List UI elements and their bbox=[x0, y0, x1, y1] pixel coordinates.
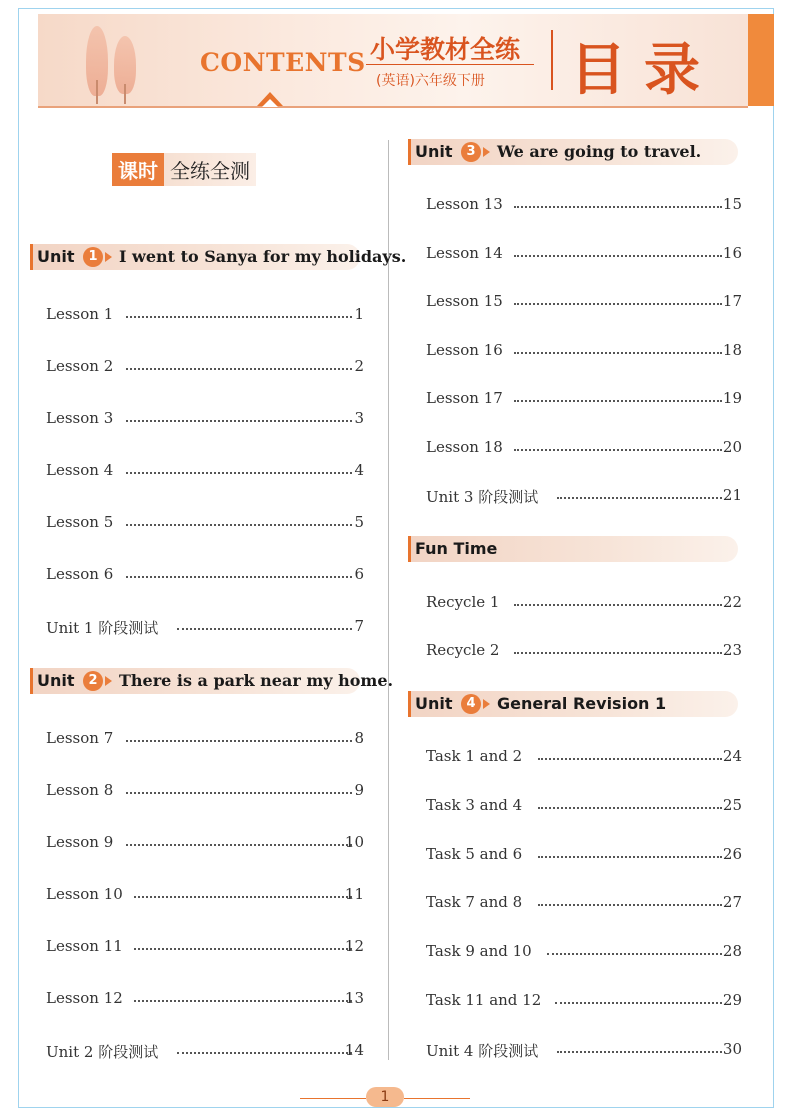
unit1-header bbox=[30, 244, 407, 270]
toc-row[interactable] bbox=[426, 292, 748, 314]
toc-row[interactable] bbox=[426, 893, 748, 915]
toc-page-number: 7 bbox=[354, 617, 364, 635]
toc-label: Lesson 2 bbox=[46, 357, 114, 375]
toc-row[interactable] bbox=[46, 781, 370, 803]
unit-title: We are going to travel. bbox=[497, 142, 702, 161]
title-underline bbox=[366, 64, 534, 65]
toc-leader-dots bbox=[126, 792, 352, 794]
toc-label: Lesson 12 bbox=[46, 989, 123, 1007]
page-number: 1 bbox=[366, 1087, 404, 1107]
toc-row[interactable] bbox=[426, 438, 748, 460]
toc-page-number: 13 bbox=[344, 989, 364, 1007]
toc-row[interactable] bbox=[46, 357, 370, 379]
toc-page-number: 26 bbox=[722, 844, 742, 863]
toc-label: Unit 3 阶段测试 bbox=[426, 488, 539, 506]
toc-label: Lesson 3 bbox=[46, 409, 114, 427]
toc-page-number: 22 bbox=[722, 593, 742, 611]
toc-label: Lesson 8 bbox=[46, 781, 114, 799]
toc-label: Recycle 1 bbox=[426, 593, 500, 611]
toc-leader-dots bbox=[134, 948, 352, 950]
toc-row[interactable] bbox=[46, 513, 370, 535]
footer-line-left bbox=[300, 1098, 366, 1099]
toc-page-number: 20 bbox=[722, 437, 742, 456]
unit-title: General Revision 1 bbox=[497, 694, 667, 713]
toc-label: Lesson 4 bbox=[46, 461, 114, 479]
book-title: 小学教材全练 bbox=[370, 35, 521, 64]
toc-leader-dots bbox=[538, 807, 722, 809]
toc-page-number: 21 bbox=[722, 486, 742, 504]
toc-row[interactable] bbox=[46, 885, 370, 907]
toc-page-number: 11 bbox=[344, 885, 364, 903]
toc-page-number: 2 bbox=[354, 357, 364, 375]
toc-page-number: 4 bbox=[354, 461, 364, 479]
toc-row[interactable] bbox=[426, 796, 748, 818]
toc-row[interactable] bbox=[46, 937, 370, 959]
arrow-right-icon bbox=[105, 676, 112, 686]
toc-leader-dots bbox=[126, 472, 352, 474]
toc-leader-dots bbox=[555, 1002, 722, 1004]
contents-title: CONTENTS bbox=[200, 48, 366, 77]
toc-leader-dots bbox=[126, 844, 352, 846]
toc-leader-dots bbox=[538, 856, 722, 858]
unit-number-badge: 4 bbox=[461, 694, 481, 714]
toc-leader-dots bbox=[514, 303, 722, 305]
column-divider bbox=[388, 140, 389, 1060]
toc-page-number: 1 bbox=[354, 305, 364, 323]
toc-label: Lesson 16 bbox=[426, 340, 503, 359]
toc-label: Task 3 and 4 bbox=[426, 795, 523, 814]
toc-leader-dots bbox=[514, 206, 722, 208]
toc-label: Unit 1 阶段测试 bbox=[46, 619, 159, 637]
toc-label: Task 7 and 8 bbox=[426, 893, 523, 912]
toc-label: Unit 4 阶段测试 bbox=[426, 1041, 539, 1060]
banner-triangle-inner bbox=[262, 99, 278, 107]
header-divider bbox=[551, 30, 553, 90]
toc-leader-dots bbox=[126, 576, 352, 578]
toc-leader-dots bbox=[557, 497, 722, 499]
toc-row[interactable] bbox=[46, 565, 370, 587]
toc-row[interactable] bbox=[426, 991, 748, 1013]
toc-leader-dots bbox=[557, 1051, 722, 1053]
toc-leader-dots bbox=[126, 524, 352, 526]
toc-page-number: 24 bbox=[722, 747, 742, 765]
toc-row[interactable] bbox=[426, 244, 748, 266]
toc-page-number: 16 bbox=[722, 243, 742, 262]
banner-underline bbox=[38, 106, 748, 108]
unit-number-badge: 2 bbox=[83, 671, 103, 691]
toc-leader-dots bbox=[514, 604, 722, 606]
toc-label: Lesson 7 bbox=[46, 729, 114, 747]
toc-page-number: 18 bbox=[722, 340, 742, 359]
toc-leader-dots bbox=[547, 953, 722, 955]
toc-label: Lesson 5 bbox=[46, 513, 114, 531]
toc-leader-dots bbox=[514, 400, 722, 402]
toc-row[interactable] bbox=[46, 305, 370, 327]
toc-leader-dots bbox=[177, 1052, 352, 1054]
toc-page-number: 15 bbox=[722, 195, 742, 213]
toc-row[interactable] bbox=[46, 1041, 370, 1063]
toc-leader-dots bbox=[538, 904, 722, 906]
toc-row[interactable] bbox=[46, 617, 370, 639]
toc-row[interactable] bbox=[426, 341, 748, 363]
toc-label: Task 1 and 2 bbox=[426, 747, 523, 765]
toc-label: Lesson 17 bbox=[426, 389, 503, 407]
section-badge-box: 课时 bbox=[112, 153, 164, 186]
toc-row[interactable] bbox=[426, 641, 748, 663]
arrow-right-icon bbox=[105, 252, 112, 262]
unit-number-badge: 3 bbox=[461, 142, 481, 162]
unit-word: Unit bbox=[415, 142, 453, 161]
toc-page-number: 10 bbox=[344, 833, 364, 851]
section-badge-text: 全练全测 bbox=[164, 153, 256, 186]
toc-page-number: 8 bbox=[354, 729, 364, 747]
toc-row[interactable] bbox=[426, 486, 748, 508]
toc-leader-dots bbox=[177, 628, 352, 630]
toc-leader-dots bbox=[514, 352, 722, 354]
toc-page-number: 17 bbox=[722, 292, 742, 310]
toc-leader-dots bbox=[134, 1000, 352, 1002]
toc-label: Task 11 and 12 bbox=[426, 991, 542, 1009]
unit-word: Unit bbox=[415, 694, 453, 713]
toc-leader-dots bbox=[126, 316, 352, 318]
arrow-right-icon bbox=[483, 147, 490, 157]
toc-leader-dots bbox=[514, 449, 722, 451]
funtime-header bbox=[408, 536, 738, 562]
toc-row[interactable] bbox=[46, 461, 370, 483]
toc-label: Unit 2 阶段测试 bbox=[46, 1043, 159, 1061]
unit-number-badge: 1 bbox=[83, 247, 103, 267]
toc-page-number: 9 bbox=[354, 781, 364, 799]
toc-leader-dots bbox=[538, 758, 722, 760]
unit4-header bbox=[408, 691, 738, 717]
toc-label: Lesson 1 bbox=[46, 305, 114, 323]
toc-page-number: 30 bbox=[722, 1039, 742, 1058]
toc-label: Task 9 and 10 bbox=[426, 942, 532, 961]
toc-page-number: 3 bbox=[354, 409, 364, 427]
toc-label: Lesson 18 bbox=[426, 437, 503, 456]
toc-leader-dots bbox=[514, 255, 722, 257]
banner-accent-bar bbox=[748, 14, 774, 106]
toc-label: Lesson 15 bbox=[426, 292, 503, 310]
toc-leader-dots bbox=[134, 896, 352, 898]
unit2-header bbox=[30, 668, 394, 694]
toc-label: Lesson 6 bbox=[46, 565, 114, 583]
toc-label: Lesson 9 bbox=[46, 833, 114, 851]
toc-row[interactable] bbox=[426, 845, 748, 867]
toc-row[interactable] bbox=[426, 593, 748, 615]
toc-page-number: 29 bbox=[722, 991, 742, 1009]
toc-page-number: 6 bbox=[354, 565, 364, 583]
toc-page-number: 27 bbox=[722, 893, 742, 912]
toc-row[interactable] bbox=[426, 1040, 748, 1062]
unit-title: There is a park near my home. bbox=[119, 671, 394, 690]
tree-trunk bbox=[124, 84, 126, 104]
toc-row[interactable] bbox=[46, 833, 370, 855]
toc-label: Lesson 13 bbox=[426, 195, 503, 213]
toc-row[interactable] bbox=[46, 729, 370, 751]
toc-row[interactable] bbox=[426, 942, 748, 964]
toc-leader-dots bbox=[514, 652, 722, 654]
toc-label: Lesson 10 bbox=[46, 885, 123, 903]
unit3-header bbox=[408, 139, 738, 165]
arrow-right-icon bbox=[483, 699, 490, 709]
toc-page-number: 23 bbox=[722, 641, 742, 659]
toc-row[interactable] bbox=[46, 409, 370, 431]
toc-page-number: 25 bbox=[722, 795, 742, 814]
toc-label: Recycle 2 bbox=[426, 641, 500, 659]
tree-trunk bbox=[96, 80, 98, 104]
toc-page-number: 5 bbox=[354, 513, 364, 531]
toc-leader-dots bbox=[126, 420, 352, 422]
section-badge bbox=[112, 153, 256, 187]
toc-row[interactable] bbox=[426, 389, 748, 411]
mulu-title: 目录 bbox=[570, 38, 718, 103]
toc-row[interactable] bbox=[426, 747, 748, 769]
toc-row[interactable] bbox=[46, 989, 370, 1011]
toc-leader-dots bbox=[126, 740, 352, 742]
unit-word: Unit bbox=[37, 671, 75, 690]
toc-page-number: 28 bbox=[722, 942, 742, 961]
toc-label: Task 5 and 6 bbox=[426, 844, 523, 863]
toc-row[interactable] bbox=[426, 195, 748, 217]
toc-label: Lesson 11 bbox=[46, 937, 123, 955]
funtime-title: Fun Time bbox=[415, 539, 498, 558]
footer-line-right bbox=[404, 1098, 470, 1099]
toc-label: Lesson 14 bbox=[426, 243, 503, 262]
toc-page-number: 19 bbox=[722, 389, 742, 407]
book-subtitle: (英语)六年级下册 bbox=[376, 73, 485, 89]
toc-page-number: 14 bbox=[344, 1041, 364, 1059]
toc-leader-dots bbox=[126, 368, 352, 370]
toc-page-number: 12 bbox=[344, 937, 364, 955]
unit-title: I went to Sanya for my holidays. bbox=[119, 247, 407, 266]
unit-word: Unit bbox=[37, 247, 75, 266]
